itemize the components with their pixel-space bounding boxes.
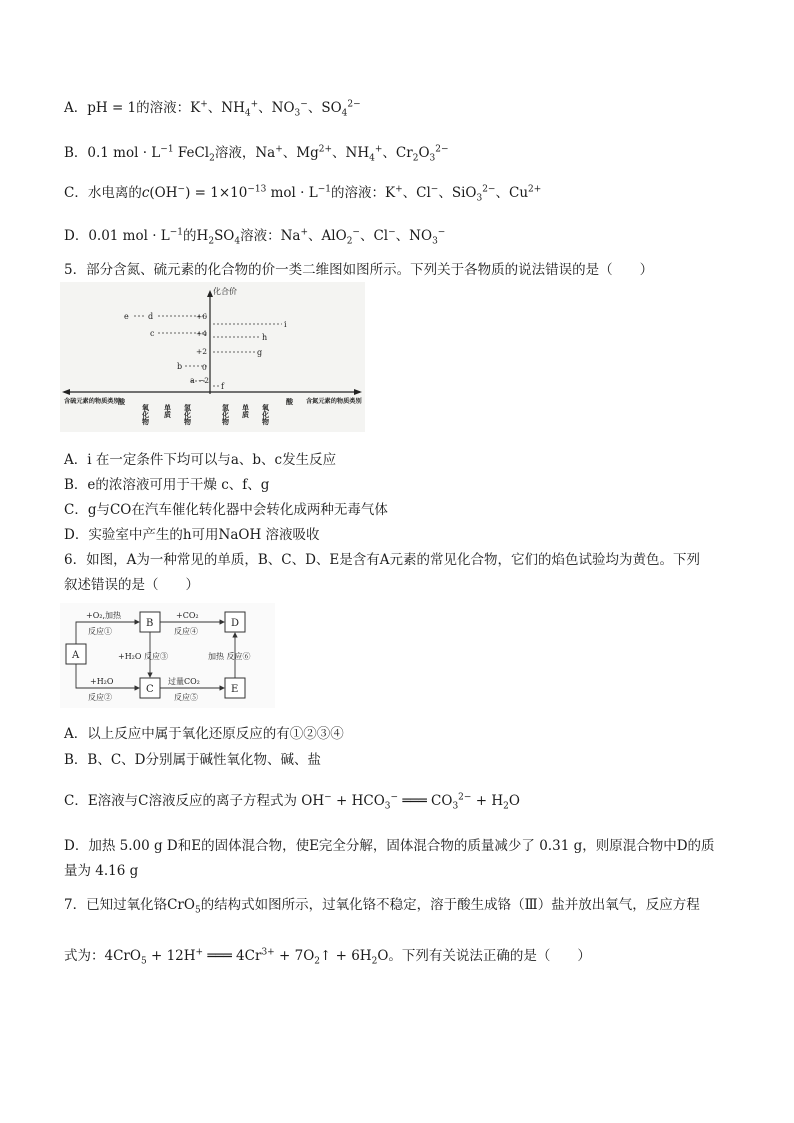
q6-stem-line2: 叙述错误的是（ ） bbox=[64, 577, 199, 593]
label-r5-bot: 反应⑤ bbox=[174, 693, 198, 702]
point-a: a bbox=[190, 376, 195, 385]
svg-text:A: A bbox=[72, 650, 80, 661]
q6-option-c: C．E溶液与C溶液反应的离子方程式为 $OH^- + HCO_3^-$ ═══ $CO_3^{2-} + H_2O$ bbox=[64, 792, 520, 812]
tick-minus2: −2 bbox=[198, 376, 210, 385]
label-r5-top: 过量CO₂ bbox=[168, 677, 200, 686]
q5-valence-chart bbox=[60, 282, 365, 432]
tick-plus6: +6 bbox=[196, 312, 208, 321]
q6-option-a: A．以上反应中属于氧化还原反应的有①②③④ bbox=[64, 726, 344, 742]
point-g: g bbox=[257, 348, 263, 357]
label-r3: +H₂O 反应③ bbox=[118, 652, 168, 661]
tick-plus2: +2 bbox=[196, 347, 208, 356]
q5-option-a: A．i 在一定条件下均可以与a、b、c发生反应 bbox=[64, 452, 337, 468]
tick-zero: 0 bbox=[202, 363, 207, 372]
cat-left-hydride: 氢化物 bbox=[183, 404, 193, 425]
label-r2-bot: 反应② bbox=[88, 693, 112, 702]
cat-right-element: 单质 bbox=[241, 404, 251, 418]
chart-y-axis-label: 化合价 bbox=[213, 287, 237, 296]
svg-text:E: E bbox=[231, 684, 239, 695]
svg-text:D: D bbox=[231, 618, 240, 629]
q4-option-d: D．0.01 mol · $L^{-1}$的$H_2SO_4$溶液：Na+、AlO$_2$−、Cl−、$NO_3^-$ bbox=[64, 227, 446, 247]
axis-title-sulfur: 含硫元素的物质类别 bbox=[64, 398, 120, 405]
label-r4-top: +CO₂ bbox=[176, 611, 199, 620]
q7-stem-line2: 式为：4CrO$_5$ + 12H+ ═══ $4Cr^{3+}$ + $7O_2↑ + 6H_2O$。下列有关说法正确的是（ ） bbox=[64, 947, 591, 967]
axis-title-nitrogen: 含氮元素的物质类别 bbox=[306, 398, 362, 405]
label-r6: 加热 反应⑥ bbox=[208, 652, 251, 661]
point-e: e bbox=[124, 312, 129, 321]
cat-left-oxide: 氧化物 bbox=[141, 404, 151, 425]
svg-text:B: B bbox=[146, 618, 154, 629]
point-h: h bbox=[262, 333, 268, 342]
q6-stem-line1: 6．如图，A为一种常见的单质，B、C、D、E是含有A元素的常见化合物，它们的焰色试验均为黄色。下列 bbox=[64, 552, 701, 568]
q6-flow-diagram bbox=[60, 603, 275, 708]
label-r1-top: +O₂,加热 bbox=[86, 611, 122, 620]
cat-right-hydride: 氢化物 bbox=[221, 404, 231, 425]
q6-option-b: B．B、C、D分别属于碱性氧化物、碱、盐 bbox=[64, 752, 321, 768]
point-b: b bbox=[177, 362, 183, 371]
point-c: c bbox=[150, 329, 155, 338]
q5-option-d: D．实验室中产生的h可用NaOH 溶液吸收 bbox=[64, 527, 320, 543]
svg-text:C: C bbox=[146, 684, 154, 695]
label-r2-top: +H₂O bbox=[90, 677, 114, 686]
q5-option-c: C．g与CO在汽车催化转化器中会转化成两种无毒气体 bbox=[64, 502, 388, 518]
cat-right-acid: 酸 bbox=[286, 397, 293, 406]
label-r4-bot: 反应④ bbox=[174, 627, 198, 636]
q7-stem-line1: 7．已知过氧化铬CrO$_5$的结构式如图所示，过氧化铬不稳定，溶于酸生成铬（Ⅲ）盐并放出氧气，反应方程 bbox=[64, 897, 700, 916]
point-i: i bbox=[284, 320, 287, 329]
q5-stem: 5．部分含氮、硫元素的化合物的价一类二维图如图所示。下列关于各物质的说法错误的是（ ） bbox=[64, 262, 654, 278]
point-d: d bbox=[148, 312, 154, 321]
label-r1-bot: 反应① bbox=[88, 627, 112, 636]
point-f: f bbox=[221, 382, 224, 391]
cat-left-acid: 酸 bbox=[118, 397, 125, 406]
q4-option-b: B．0.1 mol · $L^{-1}$ FeCl$_2$溶液，Na+、$Mg^{2+}$、$NH_4^+$、$Cr_2O_3^{2-}$ bbox=[64, 144, 449, 164]
cat-left-element: 单质 bbox=[163, 404, 173, 418]
q5-option-b: B．e的浓溶液可用于干燥 c、f、g bbox=[64, 477, 270, 493]
q4-option-a: A．pH = 1的溶液：K+、$NH_4^+$、$NO_3^-$、$SO_4^{2-}$ bbox=[64, 99, 361, 119]
q6-option-d-line2: 量为 4.16 g bbox=[64, 863, 139, 879]
cat-right-oxide: 氧化物 bbox=[261, 404, 271, 425]
tick-plus4: +4 bbox=[196, 329, 208, 338]
q4-option-c: C．水电离的$c(OH^-) = 1\times 10^{-13}$ mol · $L^{-1}$的溶液：K+、Cl−、SiO$_3^{2-}$、$Cu^{2+}$ bbox=[64, 184, 542, 204]
q6-option-d-line1: D．加热 5.00 g D和E的固体混合物，使E完全分解，固体混合物的质量减少了 0.31 g，则原混合物中D的质 bbox=[64, 838, 715, 854]
